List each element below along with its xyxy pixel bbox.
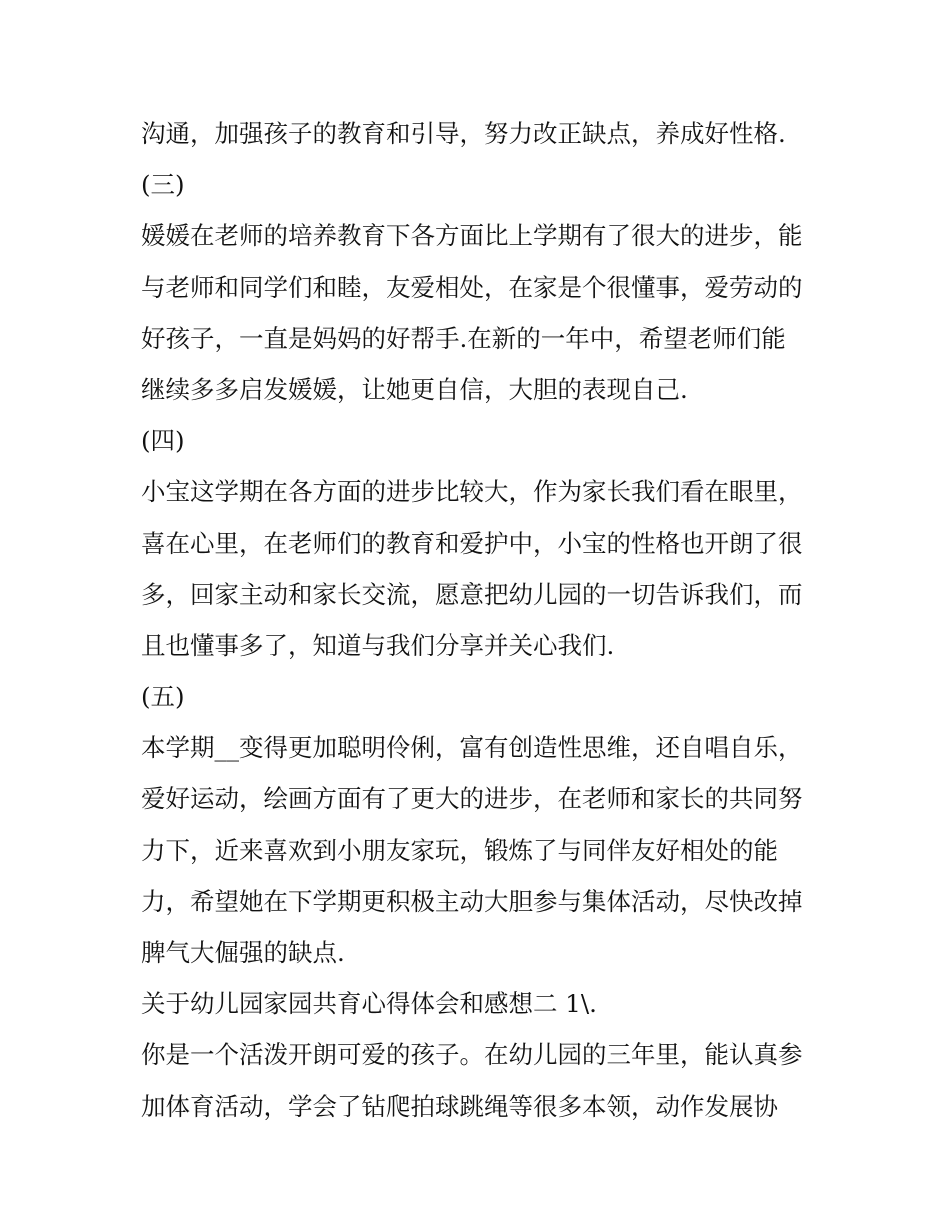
text-line: 你是一个活泼开朗可爱的孩子。在幼儿园的三年里，能认真参 [141,1040,803,1070]
text-line: 且也懂事多了，知道与我们分享并关心我们. [141,630,615,660]
document-body [141,108,821,1132]
text-line: 力下，近来喜欢到小朋友家玩，锻炼了与同伴友好相处的能 [141,835,778,865]
text-line: 本学期__变得更加聪明伶俐，富有创造性思维，还自唱自乐， [141,733,803,763]
text-line: 爱好运动，绘画方面有了更大的进步，在老师和家长的共同努 [141,784,803,814]
text-line: 与老师和同学们和睦，友爱相处，在家是个很懂事，爱劳动的 [141,272,803,302]
text-line: 多，回家主动和家长交流，愿意把幼儿园的一切告诉我们，而 [141,579,803,609]
section-heading: (五) [141,682,185,712]
text-line: 媛媛在老师的培养教育下各方面比上学期有了很大的进步，能 [141,221,803,251]
section-heading: (四) [141,426,185,456]
text-line: 脾气大倔强的缺点. [141,938,345,967]
text-line: 沟通，加强孩子的教育和引导，努力改正缺点，养成好性格. [141,119,786,148]
text-line: 好孩子，一直是妈妈的好帮手.在新的一年中，希望老师们能 [141,323,786,353]
text-line: 继续多多启发媛媛，让她更自信，大胆的表现自己. [141,374,688,404]
section-heading: (三) [141,170,185,200]
section-title: 关于幼儿园家园共育心得体会和感想二 1\. [141,989,597,1019]
text-line: 小宝这学期在各方面的进步比较大，作为家长我们看在眼里， [141,477,803,507]
text-line: 加体育活动，学会了钻爬拍球跳绳等很多本领，动作发展协 [141,1091,778,1121]
text-line: 力，希望她在下学期更积极主动大胆参与集体活动，尽快改掉 [141,886,803,916]
text-line: 喜在心里，在老师们的教育和爱护中，小宝的性格也开朗了很 [141,528,803,558]
